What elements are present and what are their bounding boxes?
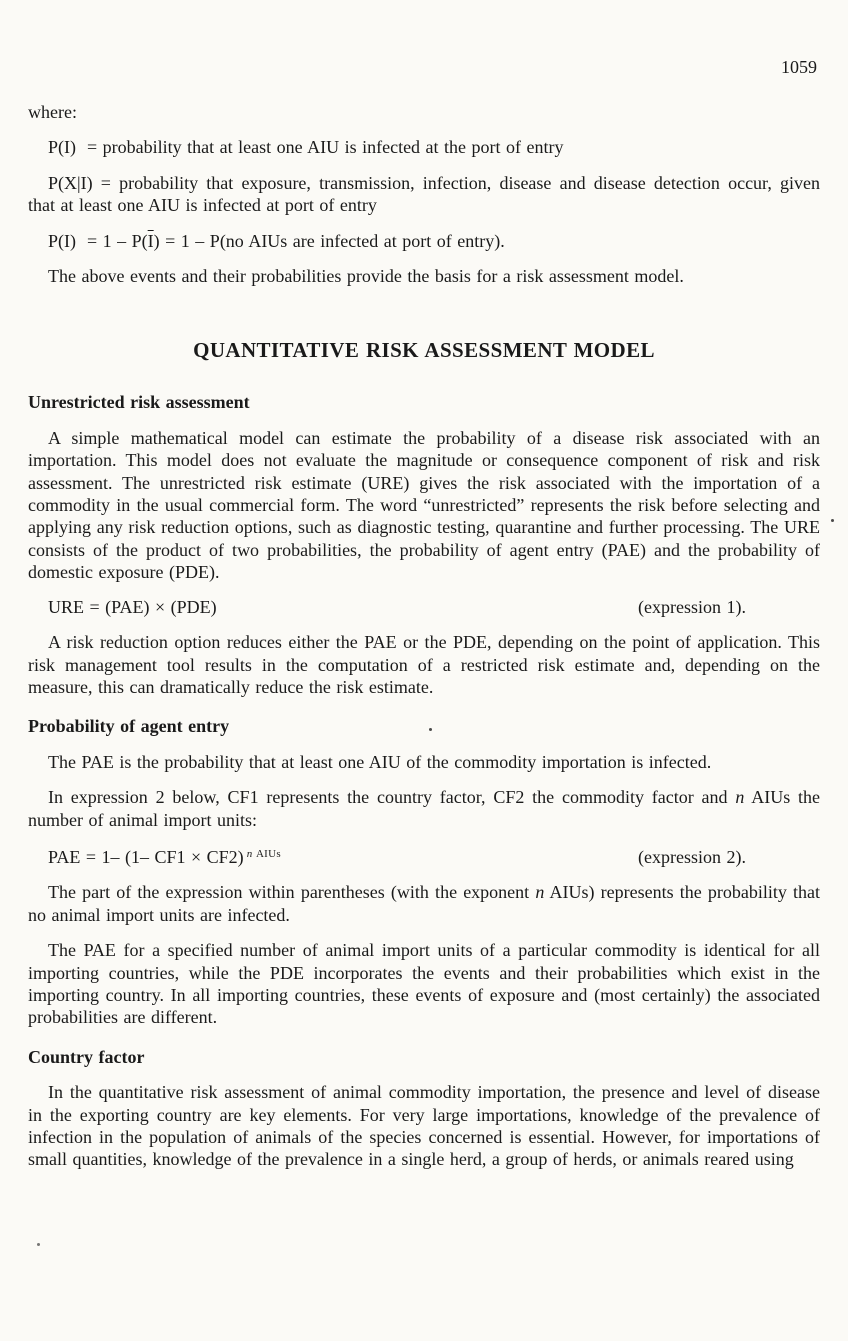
paragraph-expression-2-intro [28,786,820,831]
subheading-probability-of-agent-entry: Probability of agent entry [28,716,230,737]
intro-closing-paragraph: The above events and their probabilities provide the basis for a risk assessment model. [48,266,684,287]
scan-artifact-dot [37,1243,40,1246]
paragraph-risk-reduction: A risk reduction option reduces either the PAE or the PDE, depending on the point of application. This risk management tool results in the computation of a restricted risk estimate and, depending on the measure, this can dramatically reduce the risk estimate. [28,632,820,697]
equation-text: P(I) = 1 – P( [48,230,148,251]
definition-p-x-given-i: P(X|I) = probability that exposure, transmission, infection, disease and disease detection occur, given that at least one AIU is infected at port of entry [28,172,820,216]
equation-pae [28,843,281,868]
paragraph-parentheses-explanation [28,881,820,926]
paragraph-country-factor: In the quantitative risk assessment of animal commodity importation, the presence and level of disease in the exporting country are key elements. For very large importations, knowledge of the prevalence of infection in the population of animals of the species concerned is essential. However, for importations of small quantities, knowledge of the prevalence in a single herd, a group of herds, or animals reared using [28,1082,820,1170]
equation-ure-row [28,596,820,618]
equation-text: ) = 1 – P(no AIUs are infected at port of entry). [153,230,505,251]
paragraph-pae-pde-comparison: The PAE for a specified number of animal import units of a particular commodity is identical for all importing countries, while the PDE incorporates the events and their probabilities which exist in the importing country. In all importing countries, these events of exposure and (most certainly) the associated probabilities are different. [28,940,820,1028]
text-segment: AIUs the number of animal import units: [28,787,820,830]
expression-1-label: (expression 1). [638,596,746,617]
expression-2-label: (expression 2). [638,846,746,867]
exponent-n-aius [247,848,281,860]
italic-n: n [535,882,545,903]
text-segment: In expression 2 below, CF1 represents the country factor, CF2 the commodity factor and [48,787,736,808]
text-segment: AIUs [252,847,281,860]
text-segment: AIUs) represents the probability that no animal import units are infected. [28,882,820,925]
italic-n: n [246,847,253,860]
equation-complement [28,230,820,252]
italic-n: n [735,787,745,808]
subheading-country-factor: Country factor [28,1046,145,1067]
text-segment: The part of the expression within parentheses (with the exponent [48,882,536,903]
equation-pae-row [28,843,820,868]
equation-text: PAE = 1– (1– CF1 × CF2) [48,846,244,867]
scan-artifact-dot [429,728,432,731]
where-label: where: [28,102,77,122]
definition-p-i: P(I) = probability that at least one AIU is infected at the port of entry [48,137,564,158]
subheading-unrestricted-risk-assessment: Unrestricted risk assessment [28,392,250,413]
equation-ure: URE = (PAE) × (PDE) [48,596,217,617]
i-bar-symbol: $\overline{I}$ [147,230,154,251]
scan-artifact-dot [831,519,834,522]
paragraph-pae-definition: The PAE is the probability that at least one AIU of the commodity importation is infected. [48,751,712,772]
heading-quantitative-risk-assessment-model: QUANTITATIVE RISK ASSESSMENT MODEL [193,338,655,363]
paragraph-unrestricted-risk: A simple mathematical model can estimate the probability of a disease risk associated with an importation. This model does not evaluate the magnitude or consequence component of risk and risk assessment. The unrestricted risk estimate (URE) gives the risk associated with the importation of a commodity in the usual commercial form. The word “unrestricted” represents the risk before selecting and applying any risk reduction options, such as diagnostic testing, quarantine and further processing. The URE consists of the product of two probabilities, the probability of agent entry (PAE) and the probability of domestic exposure (PDE). [28,427,820,583]
page-number: 1059 [781,57,817,77]
